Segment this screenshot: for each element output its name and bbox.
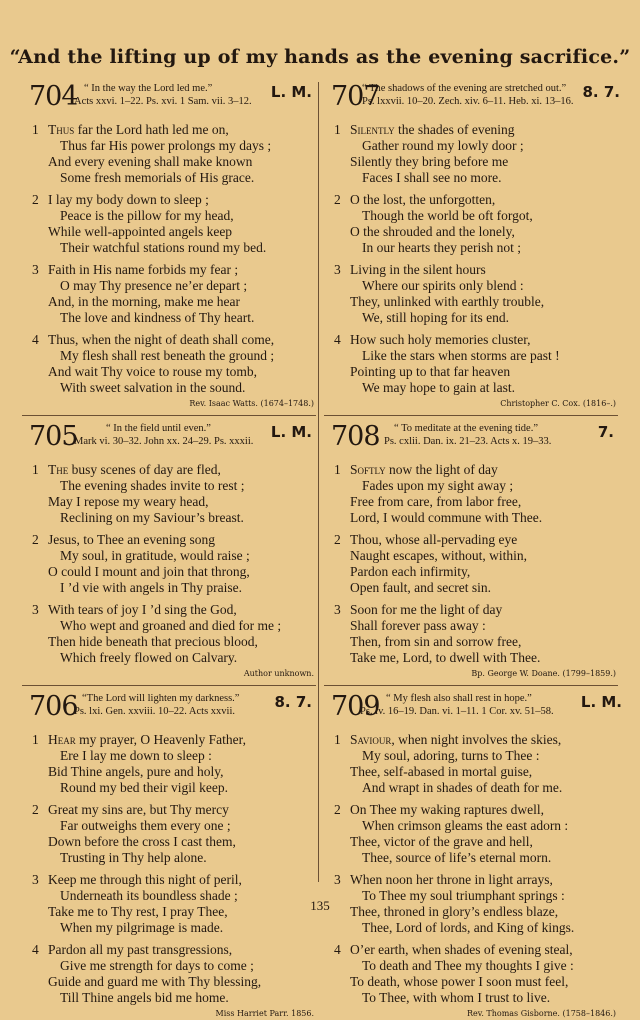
stanza-number: 2 xyxy=(32,532,39,547)
verse-line: They, unlinked with earthly trouble, xyxy=(350,294,545,309)
hymn-epigraph: “ To meditate at the evening tide.” xyxy=(394,423,538,434)
verse-line xyxy=(324,462,618,478)
verse-line: To Thee, with whom I trust to live. xyxy=(362,990,551,1005)
hymn-separator xyxy=(22,685,316,686)
hymn-header xyxy=(324,82,618,116)
line-rest: far the Lord hath led me on, xyxy=(74,122,229,137)
hymn-header xyxy=(22,692,316,726)
first-word: Saviour, xyxy=(350,732,395,747)
verse-line: My soul, in gratitude, would raise ; xyxy=(60,548,250,563)
stanza-number: 1 xyxy=(334,122,341,137)
verse-line: Till Thine angels bid me home. xyxy=(60,990,229,1005)
verse-line: Jesus, to Thee an evening song xyxy=(48,532,215,547)
verse-line: Pardon all my past transgressions, xyxy=(48,942,233,957)
verse-line: Pardon each infirmity, xyxy=(350,564,471,579)
verse-line: Which freely flowed on Calvary. xyxy=(60,650,238,665)
hymn-meter: 7. xyxy=(597,423,614,441)
verse-line: Faces I shall see no more. xyxy=(362,170,502,185)
verse-line: Naught escapes, without, within, xyxy=(350,548,527,563)
verse-line: O could I mount and join that throng, xyxy=(48,564,250,579)
line-rest: now the light of day xyxy=(385,462,498,477)
verse-line xyxy=(324,122,618,138)
verse-line: And wait Thy voice to rouse my tomb, xyxy=(48,364,257,379)
stanza-2 xyxy=(22,192,316,256)
scripture-refs: Mark vi. 30–32. John xx. 24–29. Ps. xxxii. xyxy=(74,436,254,447)
verse-line: Then, from sin and sorrow free, xyxy=(350,634,522,649)
right-column xyxy=(324,81,622,1020)
verse-line: Underneath its boundless shade ; xyxy=(60,888,238,903)
hymn-meter: 8. 7. xyxy=(582,83,620,101)
hymn-meter: L. M. xyxy=(580,693,622,711)
stanza-2 xyxy=(22,532,316,596)
verse-line: Thee, throned in glory’s endless blaze, xyxy=(350,904,559,919)
page-number: 135 xyxy=(310,898,330,913)
verse-line: With tears of joy I ’d sing the God, xyxy=(48,602,237,617)
hymn-separator xyxy=(324,415,618,416)
hymn-epigraph: “ In the way the Lord led me.” xyxy=(84,83,213,94)
verse-line: Take me to Thy rest, I pray Thee, xyxy=(48,904,228,919)
stanza-number: 1 xyxy=(32,462,39,477)
stanza-2 xyxy=(324,802,618,866)
verse-line: Thee, Lord of lords, and King of kings. xyxy=(362,920,575,935)
stanza-number: 1 xyxy=(32,732,39,747)
verse-line: Silently they bring before me xyxy=(350,154,509,169)
verse-line: Great my sins are, but Thy mercy xyxy=(48,802,229,817)
verse-line: Round my bed their vigil keep. xyxy=(60,780,228,795)
verse-line: I ’d vie with angels in Thy praise. xyxy=(60,580,242,595)
verse-line: Shall forever pass away : xyxy=(350,618,486,633)
stanza-1 xyxy=(22,462,316,526)
line-rest: busy scenes of day are fled, xyxy=(68,462,221,477)
verse-line: Thee, source of life’s eternal morn. xyxy=(362,850,552,865)
verse-line: While well-appointed angels keep xyxy=(48,224,233,239)
verse-line: With sweet salvation in the sound. xyxy=(60,380,246,395)
verse-line: Bid Thine angels, pure and holy, xyxy=(48,764,224,779)
stanza-1 xyxy=(22,732,316,796)
first-word: Silently xyxy=(350,122,395,137)
stanza-3 xyxy=(22,262,316,326)
scripture-refs: Ps. lv. 16–19. Dan. vi. 1–11. 1 Cor. xv. 51–58. xyxy=(360,706,554,717)
hymn-separator xyxy=(22,415,316,416)
stanza-4 xyxy=(22,332,316,396)
verse-line: Give me strength for days to come ; xyxy=(60,958,254,973)
verse-line: And every evening shall make known xyxy=(48,154,253,169)
hymn-number: 705 xyxy=(29,421,78,452)
verse-line: To Thee my soul triumphant springs : xyxy=(362,888,565,903)
hymn-meter: L. M. xyxy=(270,423,312,441)
hymn-header xyxy=(324,691,622,726)
scripture-refs: Ps. lxxvii. 10–20. Zech. xiv. 6–11. Heb. xi. 13–16. xyxy=(362,96,574,107)
hymn-meter: 8. 7. xyxy=(274,693,312,711)
verse-line: The love and kindness of Thy heart. xyxy=(60,310,255,325)
stanza-number: 3 xyxy=(32,602,39,617)
hymn-707 xyxy=(324,82,618,410)
verse-line: Lord, I would commune with Thee. xyxy=(350,510,543,525)
verse-line: Free from care, from labor free, xyxy=(350,494,522,509)
hymn-706 xyxy=(22,692,316,1020)
hymn-author: Miss Harriet Parr. 1856. xyxy=(215,1009,314,1018)
hymn-author: Rev. Isaac Watts. (1674–1748.) xyxy=(189,399,314,408)
verse-line: We, still hoping for its end. xyxy=(362,310,510,325)
verse-line: How such holy memories cluster, xyxy=(350,332,531,347)
verse-line: My soul, adoring, turns to Thee : xyxy=(362,748,540,763)
stanza-2 xyxy=(324,532,618,596)
stanza-4 xyxy=(22,942,316,1006)
hymn-epigraph: “ In the field until even.” xyxy=(106,423,211,434)
verse-line: Their watchful stations round my bed. xyxy=(60,240,267,255)
verse-line: Soon for me the light of day xyxy=(350,602,503,617)
verse-line: Pointing up to that far heaven xyxy=(350,364,511,379)
stanza-3 xyxy=(324,262,618,326)
scripture-refs: Ps. cxlii. Dan. ix. 21–23. Acts x. 19–33. xyxy=(384,436,552,447)
stanza-number: 2 xyxy=(32,802,39,817)
stanza-number: 3 xyxy=(32,872,39,887)
stanza-number: 4 xyxy=(32,332,39,347)
hymn-author: Author unknown. xyxy=(243,669,314,678)
stanza-3 xyxy=(324,602,618,666)
hymn-header xyxy=(324,422,618,456)
first-word: Softly xyxy=(350,462,386,477)
hymn-author: Rev. Thomas Gisborne. (1758–1846.) xyxy=(466,1009,616,1018)
verse-line: Thus, when the night of death shall come, xyxy=(48,332,275,347)
hymn-epigraph: “ The shadows of the evening are stretched out.” xyxy=(362,83,567,94)
hymn-header xyxy=(22,422,316,456)
verse-line: On Thee my waking raptures dwell, xyxy=(350,802,544,817)
hymn-epigraph: “ My flesh also shall rest in hope.” xyxy=(386,693,532,704)
verse-line xyxy=(22,732,316,748)
stanza-3 xyxy=(22,602,316,666)
stanza-number: 2 xyxy=(32,192,39,207)
verse-line: And, in the morning, make me hear xyxy=(48,294,240,309)
hymn-author: Bp. George W. Doane. (1799–1859.) xyxy=(471,669,616,678)
verse-line: Where our spirits only blend : xyxy=(362,278,524,293)
verse-line: Thee, self-abased in mortal guise, xyxy=(350,764,533,779)
verse-line: To death and Thee my thoughts I give : xyxy=(362,958,574,973)
hymn-number: 707 xyxy=(331,81,380,112)
stanza-2 xyxy=(324,192,618,256)
stanza-number: 2 xyxy=(334,802,341,817)
stanza-number: 3 xyxy=(334,262,341,277)
verse-line: O’er earth, when shades of evening steal, xyxy=(350,942,573,957)
hymn-separator xyxy=(324,685,618,686)
verse-line: When crimson gleams the east adorn : xyxy=(362,818,569,833)
verse-line: Fades upon my sight away ; xyxy=(362,478,514,493)
verse-line: O the shrouded and the lonely, xyxy=(350,224,515,239)
verse-line: When noon her throne in light arrays, xyxy=(350,872,553,887)
line-rest: the shades of evening xyxy=(394,122,515,137)
hymn-704 xyxy=(22,82,316,410)
stanza-4 xyxy=(324,332,618,396)
verse-line: Who wept and groaned and died for me ; xyxy=(60,618,282,633)
page-header: “And the lifting up of my hands as the evening sacrifice.” xyxy=(9,46,631,68)
column-divider xyxy=(318,82,319,882)
line-rest: my prayer, O Heavenly Father, xyxy=(75,732,246,747)
verse-line: We may hope to gain at last. xyxy=(362,380,515,395)
hymn-number: 706 xyxy=(29,691,78,722)
first-word: Thus xyxy=(48,122,75,137)
stanza-number: 3 xyxy=(32,262,39,277)
stanza-1 xyxy=(324,732,618,796)
verse-line: I lay my body down to sleep ; xyxy=(48,192,209,207)
verse-line: Faith in His name forbids my fear ; xyxy=(48,262,239,277)
left-column xyxy=(22,82,316,1020)
verse-line xyxy=(324,732,618,748)
verse-line: Like the stars when storms are past ! xyxy=(362,348,560,363)
line-rest: when night involves the skies, xyxy=(394,732,562,747)
stanza-number: 1 xyxy=(334,732,341,747)
hymn-705 xyxy=(22,422,316,680)
verse-line: Open fault, and secret sin. xyxy=(350,580,491,595)
hymn-number: 709 xyxy=(331,691,380,722)
verse-line: O may Thy presence ne’er depart ; xyxy=(60,278,248,293)
stanza-number: 2 xyxy=(334,532,341,547)
verse-line: Take me, Lord, to dwell with Thee. xyxy=(350,650,541,665)
verse-line: Down before the cross I cast them, xyxy=(48,834,236,849)
verse-line: Guide and guard me with Thy blessing, xyxy=(48,974,262,989)
verse-line: Gather round my lowly door ; xyxy=(362,138,524,153)
hymn-708 xyxy=(324,422,618,680)
stanza-1 xyxy=(324,122,618,186)
verse-line: To death, whose power I soon must feel, xyxy=(350,974,569,989)
stanza-number: 3 xyxy=(334,602,341,617)
hymn-author: Christopher C. Cox. (1816–.) xyxy=(500,399,616,408)
scripture-refs: Acts xxvi. 1–22. Ps. xvi. 1 Sam. vii. 3–12. xyxy=(74,96,252,107)
first-word: Hear xyxy=(48,732,76,747)
stanza-number: 4 xyxy=(334,942,341,957)
verse-line: Reclining on my Saviour’s breast. xyxy=(60,510,244,525)
stanza-number: 2 xyxy=(334,192,341,207)
verse-line: Thou, whose all-pervading eye xyxy=(350,532,518,547)
verse-line: Living in the silent hours xyxy=(350,262,486,277)
hymn-number: 704 xyxy=(29,81,78,112)
verse-line xyxy=(22,122,316,138)
hymn-meter: L. M. xyxy=(270,83,312,101)
stanza-number: 1 xyxy=(32,122,39,137)
verse-line: Though the world be oft forgot, xyxy=(362,208,533,223)
verse-line: Then hide beneath that precious blood, xyxy=(48,634,258,649)
stanza-number: 4 xyxy=(32,942,39,957)
verse-line: In our hearts they perish not ; xyxy=(362,240,521,255)
verse-line: Far outweighs them every one ; xyxy=(60,818,231,833)
stanza-2 xyxy=(22,802,316,866)
verse-line: The evening shades invite to rest ; xyxy=(60,478,245,493)
hymn-header xyxy=(22,82,316,116)
verse-line: Peace is the pillow for my head, xyxy=(60,208,234,223)
verse-line: Keep me through this night of peril, xyxy=(48,872,242,887)
stanza-1 xyxy=(22,122,316,186)
verse-line xyxy=(22,462,316,478)
stanza-number: 4 xyxy=(334,332,341,347)
verse-line: And wrapt in shades of death for me. xyxy=(362,780,563,795)
verse-line: When my pilgrimage is made. xyxy=(60,920,224,935)
verse-line: Some fresh memorials of His grace. xyxy=(60,170,255,185)
stanza-4 xyxy=(324,942,618,1006)
verse-line: My flesh shall rest beneath the ground ; xyxy=(60,348,275,363)
stanza-number: 3 xyxy=(334,872,341,887)
first-word: The xyxy=(48,462,69,477)
hymn-epigraph: “The Lord will lighten my darkness.” xyxy=(82,693,240,704)
verse-line: Ere I lay me down to sleep : xyxy=(60,748,212,763)
verse-line: May I repose my weary head, xyxy=(48,494,209,509)
hymn-number: 708 xyxy=(331,421,380,452)
scripture-refs: Ps. lxi. Gen. xxviii. 10–22. Acts xxvii. xyxy=(74,706,236,717)
verse-line: O the lost, the unforgotten, xyxy=(350,192,496,207)
stanza-number: 1 xyxy=(334,462,341,477)
stanza-1 xyxy=(324,462,618,526)
verse-line: Thus far His power prolongs my days ; xyxy=(60,138,272,153)
verse-line: Trusting in Thy help alone. xyxy=(60,850,207,865)
hymn-709 xyxy=(324,691,622,1020)
verse-line: Thee, victor of the grave and hell, xyxy=(350,834,533,849)
